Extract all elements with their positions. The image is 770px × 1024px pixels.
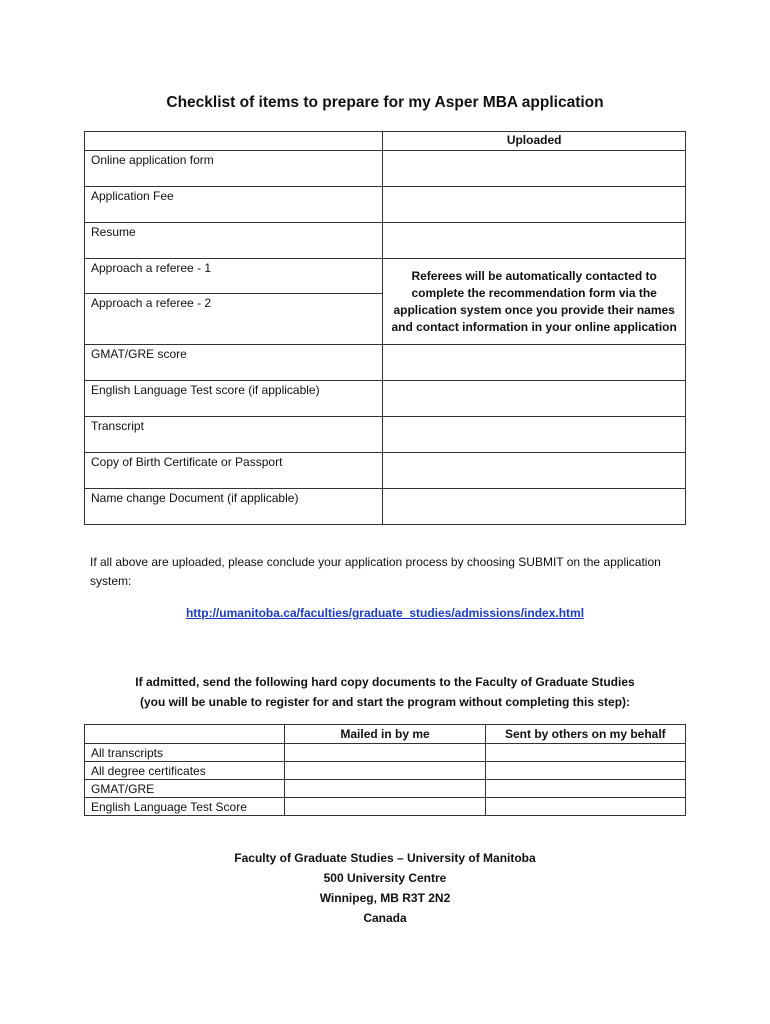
- checklist-item-label: English Language Test score (if applicable): [85, 381, 383, 417]
- uploaded-column-header: Uploaded: [383, 132, 686, 151]
- sent-by-others-cell[interactable]: [485, 780, 685, 798]
- page-title: Checklist of items to prepare for my Asper MBA application: [166, 94, 604, 111]
- checklist-item-label: Resume: [85, 223, 383, 259]
- hardcopy-item-label: All transcripts: [85, 744, 285, 762]
- checklist-row: [85, 259, 686, 294]
- hardcopy-item-label: All degree certificates: [85, 762, 285, 780]
- checklist-header-row: [85, 132, 686, 151]
- sent-by-others-cell[interactable]: [485, 762, 685, 780]
- checklist-row: [85, 489, 686, 525]
- hardcopy-table: [84, 724, 686, 816]
- mailing-address: [0, 848, 770, 928]
- sent-by-others-header: Sent by others on my behalf: [485, 725, 685, 744]
- checklist-row: [85, 381, 686, 417]
- address-line: Winnipeg, MB R3T 2N2: [319, 891, 451, 905]
- hardcopy-row: [85, 762, 686, 780]
- checklist-item-label: Name change Document (if applicable): [85, 489, 383, 525]
- address-line: Canada: [363, 911, 407, 925]
- address-line: 500 University Centre: [323, 871, 447, 885]
- uploaded-cell[interactable]: [383, 223, 686, 259]
- hardcopy-header-row: [85, 725, 686, 744]
- mailed-by-me-cell[interactable]: [285, 780, 485, 798]
- checklist-item-label: Approach a referee - 1: [85, 259, 383, 294]
- hardcopy-instruction-line: (you will be unable to register for and start the program without completing this step):: [139, 695, 631, 709]
- mailed-by-me-cell[interactable]: [285, 798, 485, 816]
- uploaded-cell[interactable]: [383, 345, 686, 381]
- submit-instructions: If all above are uploaded, please conclude your application process by choosing SUBMIT on the application system:: [90, 555, 661, 588]
- hardcopy-item-label: GMAT/GRE: [85, 780, 285, 798]
- checklist-row: [85, 417, 686, 453]
- checklist-table: [84, 131, 686, 525]
- hardcopy-row: [85, 798, 686, 816]
- uploaded-cell[interactable]: [383, 453, 686, 489]
- checklist-item-label: Copy of Birth Certificate or Passport: [85, 453, 383, 489]
- checklist-item-label: Transcript: [85, 417, 383, 453]
- uploaded-cell[interactable]: [383, 417, 686, 453]
- hardcopy-instruction-line: If admitted, send the following hard copy documents to the Faculty of Graduate Studies: [135, 675, 635, 689]
- sent-by-others-cell[interactable]: [485, 798, 685, 816]
- mailed-by-me-cell[interactable]: [285, 762, 485, 780]
- mailed-by-me-header: Mailed in by me: [285, 725, 485, 744]
- checklist-row: [85, 453, 686, 489]
- mailed-by-me-cell[interactable]: [285, 744, 485, 762]
- checklist-item-label: Application Fee: [85, 187, 383, 223]
- checklist-item-label: GMAT/GRE score: [85, 345, 383, 381]
- sent-by-others-cell[interactable]: [485, 744, 685, 762]
- hardcopy-instructions: [0, 672, 770, 712]
- uploaded-cell[interactable]: [383, 381, 686, 417]
- checklist-item-label: Approach a referee - 2: [85, 294, 383, 345]
- checklist-row: [85, 187, 686, 223]
- checklist-header-blank: [85, 132, 383, 151]
- hardcopy-row: [85, 744, 686, 762]
- hardcopy-header-blank: [85, 725, 285, 744]
- hardcopy-row: [85, 780, 686, 798]
- uploaded-cell[interactable]: [383, 187, 686, 223]
- checklist-row: [85, 151, 686, 187]
- admissions-link[interactable]: http://umanitoba.ca/faculties/graduate_studies/admissions/index.html: [185, 606, 585, 620]
- address-line: Faculty of Graduate Studies – University of Manitoba: [234, 851, 536, 865]
- checklist-row: [85, 345, 686, 381]
- uploaded-cell[interactable]: [383, 489, 686, 525]
- uploaded-cell[interactable]: [383, 151, 686, 187]
- hardcopy-item-label: English Language Test Score: [85, 798, 285, 816]
- checklist-item-label: Online application form: [85, 151, 383, 187]
- referee-note: Referees will be automatically contacted to complete the recommendation form via the application system once you provide their names and contact information in your online application: [383, 259, 686, 345]
- checklist-row: [85, 223, 686, 259]
